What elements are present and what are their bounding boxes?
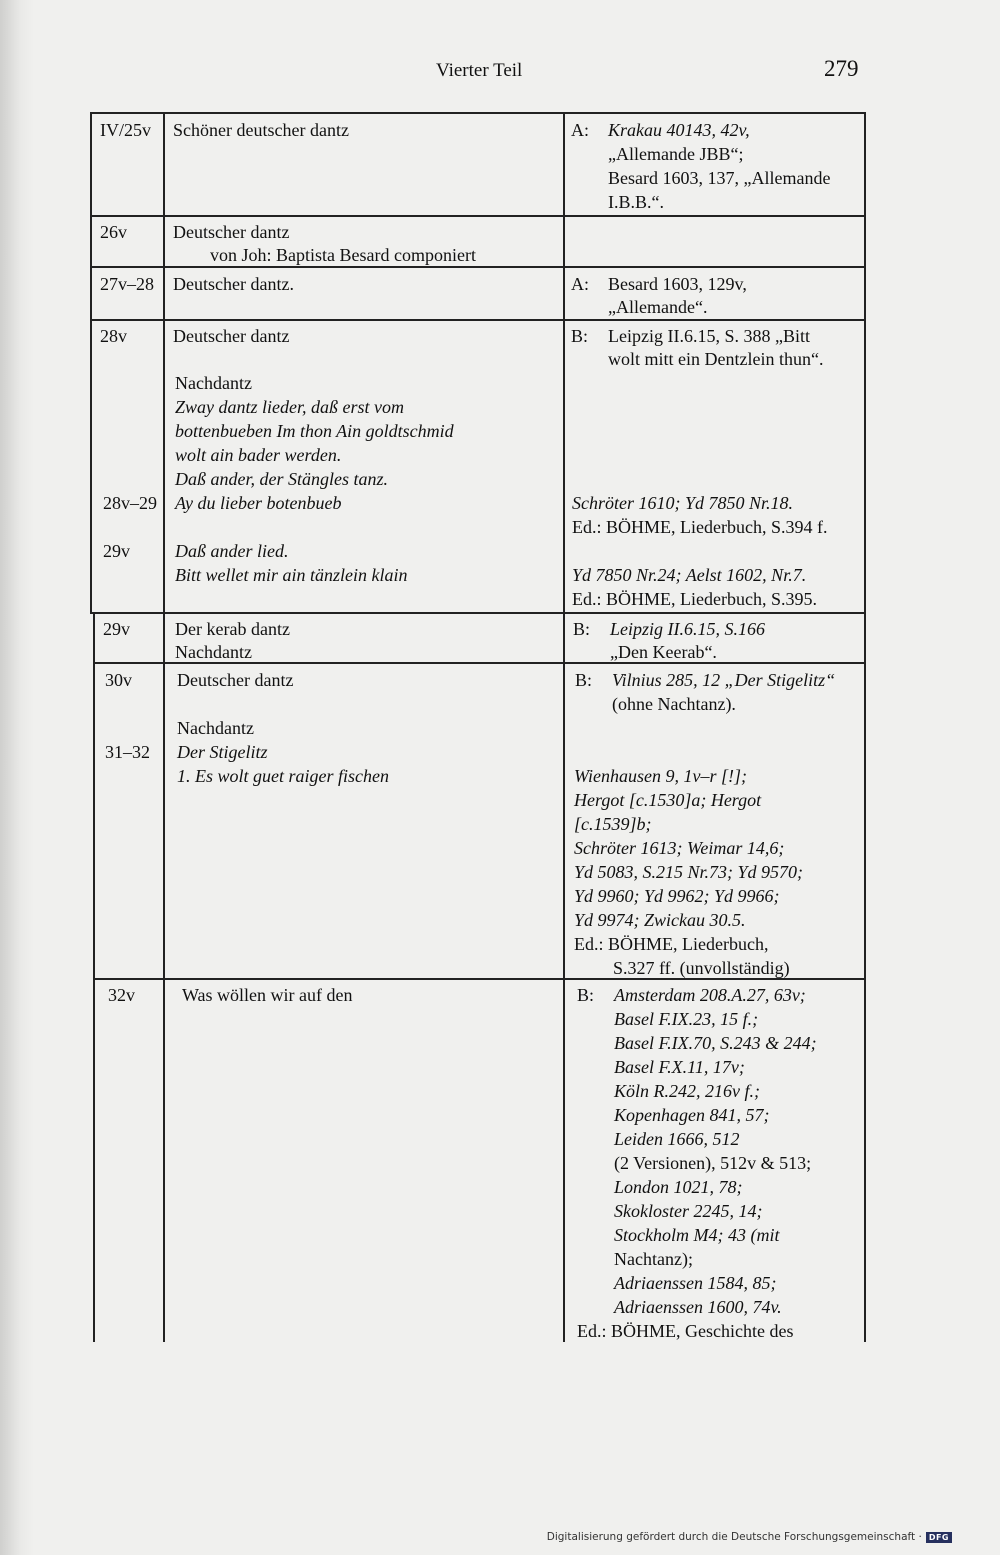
source-label: B: (577, 985, 595, 1005)
source-line: Yd 9960; Yd 9962; Yd 9966; (574, 886, 780, 906)
footer-text: Digitalisierung gefördert durch die Deutsche Forschungsgemeinschaft · (546, 1531, 922, 1543)
row-folio: 27v–28 (100, 274, 154, 294)
row-folio: IV/25v (100, 120, 151, 140)
source-line: Yd 9974; Zwickau 30.5. (574, 910, 746, 930)
sub-title: Der Stigelitz (177, 742, 268, 762)
page-gutter-shadow (0, 0, 34, 1555)
source-line: „Allemande“. (608, 297, 708, 317)
source-line: Kopenhagen 841, 57; (614, 1105, 770, 1125)
source-line: Ed.: BÖHME, Liederbuch, (574, 934, 769, 954)
table-column-divider-2 (563, 112, 565, 1342)
row-divider (90, 266, 866, 268)
row-title: Was wöllen wir auf den (182, 985, 353, 1005)
source-label: B: (571, 326, 589, 346)
dfg-logo: DFG (926, 1532, 952, 1543)
row-divider (90, 319, 866, 321)
source-line: Stockholm M4; 43 (mit (614, 1225, 780, 1245)
source-line: (2 Versionen), 512v & 513; (614, 1153, 812, 1173)
sub-line: Bitt wellet mir ain tänzlein klain (175, 565, 408, 585)
nachdantz-label: Nachdantz (177, 718, 254, 738)
source-line: Wienhausen 9, 1v–r [!]; (574, 766, 747, 786)
source-line: Krakau 40143, 42v, (608, 120, 750, 140)
source-line: Ed.: BÖHME, Liederbuch, S.394 f. (572, 517, 828, 537)
row-title: Deutscher dantz (177, 670, 294, 690)
page-number: 279 (824, 56, 859, 81)
row-folio: 26v (100, 222, 127, 242)
source-line: Amsterdam 208.A.27, 63v; (614, 985, 806, 1005)
source-line: Schröter 1613; Weimar 14,6; (574, 838, 785, 858)
source-line: Leiden 1666, 512 (614, 1129, 740, 1149)
source-line: Basel F.X.11, 17v; (614, 1057, 745, 1077)
row-title: Deutscher dantz (173, 222, 290, 242)
source-line: Yd 5083, S.215 Nr.73; Yd 9570; (574, 862, 804, 882)
row-title: Der kerab dantz (175, 619, 290, 639)
source-line: London 1021, 78; (614, 1177, 743, 1197)
sub-title: Ay du lieber botenbueb (175, 493, 342, 513)
table-border-top (90, 112, 866, 114)
row-note: bottenbueben Im thon Ain goldtschmid (175, 421, 454, 441)
source-line: (ohne Nachtanz). (612, 694, 736, 714)
row-note: Daß ander, der Stängles tanz. (175, 469, 388, 489)
source-label: A: (571, 120, 589, 140)
source-line: Nachtanz); (614, 1249, 693, 1269)
sub-folio: 28v–29 (103, 493, 157, 513)
source-line: Basel F.IX.23, 15 f.; (614, 1009, 759, 1029)
row-title: Schöner deutscher dantz (173, 120, 349, 140)
sub-folio: 29v (103, 541, 130, 561)
running-head: Vierter Teil (436, 60, 523, 81)
table-border-left (90, 112, 92, 612)
row-note: wolt ain bader werden. (175, 445, 342, 465)
row-folio: 32v (108, 985, 135, 1005)
source-line: I.B.B.“. (608, 192, 664, 212)
source-line: [c.1539]b; (574, 814, 652, 834)
source-label: B: (575, 670, 593, 690)
row-folio: 30v (105, 670, 132, 690)
source-line: Ed.: BÖHME, Geschichte des (577, 1321, 794, 1341)
source-line: Leipzig II.6.15, S. 388 „Bitt (608, 326, 810, 346)
source-line: Besard 1603, 137, „Allemande (608, 168, 831, 188)
source-line: Adriaenssen 1584, 85; (614, 1273, 777, 1293)
row-title: Deutscher dantz (173, 326, 290, 346)
nachdantz-label: Nachdantz (175, 642, 252, 662)
source-line: Hergot [c.1530]a; Hergot (574, 790, 762, 810)
table-border-right (864, 112, 866, 1342)
source-line: Yd 7850 Nr.24; Aelst 1602, Nr.7. (572, 565, 807, 585)
source-line: Basel F.IX.70, S.243 & 244; (614, 1033, 817, 1053)
source-line: Skokloster 2245, 14; (614, 1201, 763, 1221)
source-line: „Den Keerab“. (610, 642, 717, 662)
source-line: Leipzig II.6.15, S.166 (610, 619, 765, 639)
row-divider (90, 612, 866, 614)
source-label: B: (573, 619, 591, 639)
row-subtitle: von Joh: Baptista Besard componiert (210, 245, 476, 265)
sub-line: 1. Es wolt guet raiger fischen (177, 766, 389, 786)
nachdantz-label: Nachdantz (175, 373, 252, 393)
row-title: Deutscher dantz. (173, 274, 294, 294)
row-folio: 28v (100, 326, 127, 346)
source-line: Ed.: BÖHME, Liederbuch, S.395. (572, 589, 817, 609)
digitization-footer (547, 1531, 952, 1543)
source-line: „Allemande JBB“; (608, 144, 744, 164)
source-label: A: (571, 274, 589, 294)
source-line: Vilnius 285, 12 „Der Stigelitz“ (612, 670, 836, 690)
source-table (90, 112, 866, 1342)
source-line: S.327 ff. (unvollständig) (613, 958, 790, 978)
sub-title: Daß ander lied. (175, 541, 289, 561)
table-column-divider-1 (163, 112, 165, 1342)
row-divider (90, 215, 866, 217)
row-folio: 29v (103, 619, 130, 639)
sub-folio: 31–32 (105, 742, 150, 762)
table-border-left-lower (93, 612, 95, 1342)
source-line: Adriaenssen 1600, 74v. (614, 1297, 782, 1317)
source-line: wolt mitt ein Dentzlein thun“. (608, 349, 824, 369)
source-line: Besard 1603, 129v, (608, 274, 747, 294)
source-line: Köln R.242, 216v f.; (614, 1081, 760, 1101)
row-note: Zway dantz lieder, daß erst vom (175, 397, 404, 417)
source-line: Schröter 1610; Yd 7850 Nr.18. (572, 493, 794, 513)
